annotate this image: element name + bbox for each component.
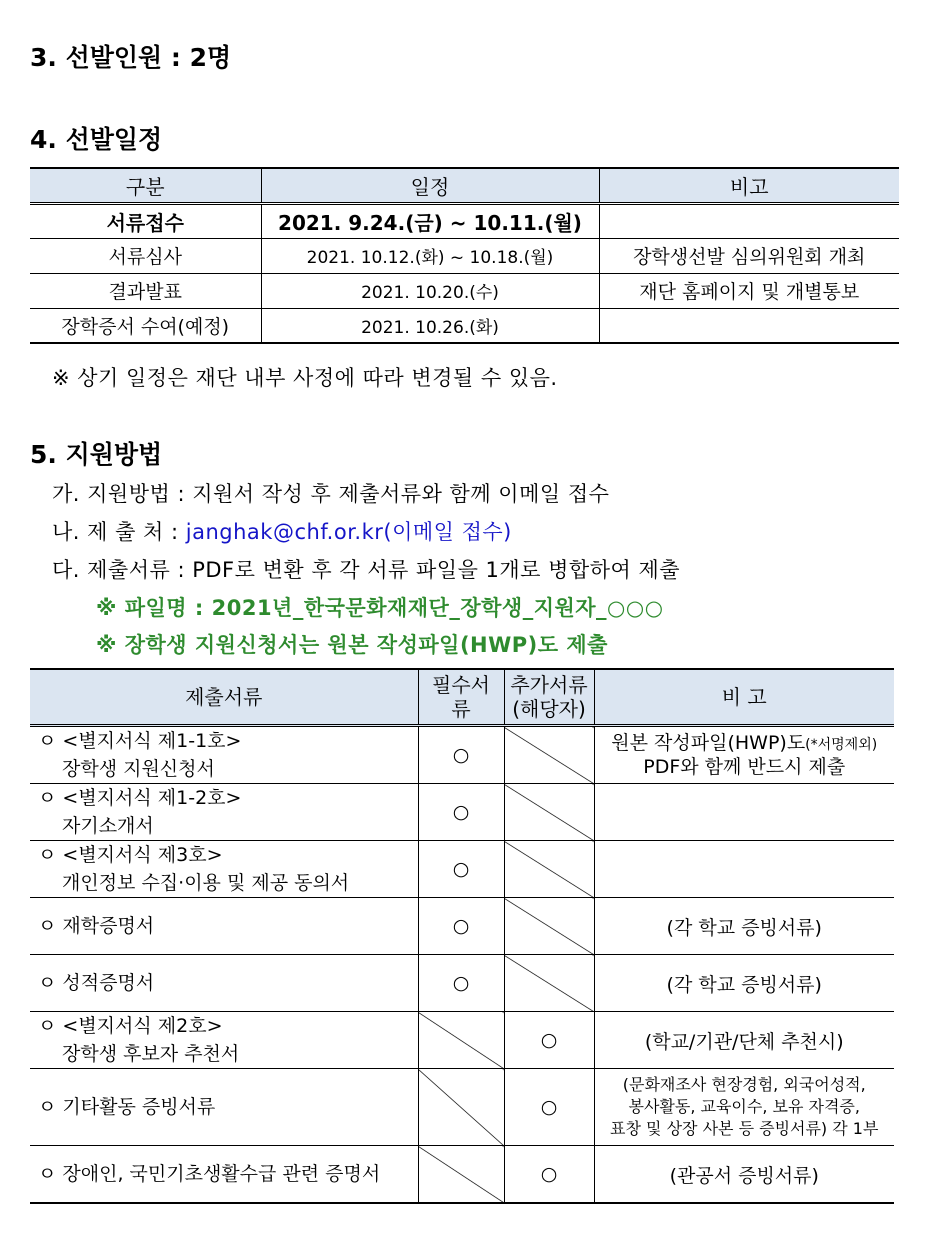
- filename-note: ※ 파일명 : 2021년_한국문화재재단_장학생_지원자_○○○: [96, 596, 664, 620]
- doc-cell: ㅇ 기타활동 증빙서류: [30, 1069, 418, 1146]
- note-cell: [594, 784, 894, 841]
- required-mark: ○: [418, 841, 504, 898]
- note-cell: (각 학교 증빙서류): [594, 955, 894, 1012]
- note-line: (문화재조사 현장경험, 외국어성적,: [622, 1075, 866, 1094]
- additional-mark: ○: [504, 1012, 594, 1069]
- col-header: 구분: [30, 168, 261, 203]
- table-row: [30, 203, 899, 238]
- slash-cell: [418, 1146, 504, 1204]
- doc-line: 장학생 지원신청서: [62, 758, 215, 780]
- slash-cell: [504, 841, 594, 898]
- table-row: [30, 308, 899, 343]
- table-cell: 장학증서 수여(예정): [30, 308, 261, 343]
- doc-cell: ㅇ 장애인, 국민기초생활수급 관련 증명서: [30, 1146, 418, 1204]
- email-link[interactable]: janghak@chf.or.kr(이메일 접수): [185, 520, 512, 544]
- table-row: [30, 726, 894, 784]
- note-line: PDF와 함께 반드시 제출: [643, 756, 846, 778]
- note-cell: [594, 726, 894, 784]
- doc-cell: [30, 1012, 418, 1069]
- table-cell: 장학생선발 심의위원회 개최: [599, 238, 899, 273]
- table-cell: 2021. 10.12.(화) ~ 10.18.(월): [261, 238, 599, 273]
- table-cell: 재단 홈페이지 및 개별통보: [599, 273, 899, 308]
- col-header-line: (해당자): [512, 697, 586, 721]
- note-line: 봉사활동, 교육이수, 보유 자격증,: [628, 1097, 860, 1116]
- doc-cell: ㅇ 성적증명서: [30, 955, 418, 1012]
- col-header: 비고: [599, 168, 899, 203]
- col-header-note: 비 고: [594, 669, 894, 726]
- slash-cell: [418, 1069, 504, 1146]
- documents-table: [30, 668, 894, 1204]
- table-row: [30, 238, 899, 273]
- section-4-title: 4. 선발일정: [30, 125, 163, 154]
- doc-cell: [30, 784, 418, 841]
- table-cell: [599, 308, 899, 343]
- method-line-da: 다. 제출서류 : PDF로 변환 후 각 서류 파일을 1개로 병합하여 제출: [52, 558, 681, 582]
- section-5-title: 5. 지원방법: [30, 440, 163, 469]
- doc-cell: ㅇ 재학증명서: [30, 898, 418, 955]
- note-text: 원본 작성파일(HWP)도: [611, 732, 806, 754]
- col-header: 일정: [261, 168, 599, 203]
- note-small: (*서명제외): [805, 737, 878, 753]
- table-row: [30, 784, 894, 841]
- method-label: 나. 제 출 처 :: [52, 520, 186, 544]
- doc-cell: [30, 726, 418, 784]
- table-header-row: [30, 168, 899, 203]
- table-cell: [599, 203, 899, 238]
- doc-cell: [30, 841, 418, 898]
- table-row: [30, 898, 894, 955]
- col-header-additional: [504, 669, 594, 726]
- method-line-ga: 가. 지원방법 : 지원서 작성 후 제출서류와 함께 이메일 접수: [52, 482, 610, 506]
- method-line-na: [52, 516, 512, 546]
- col-header-line: 추가서류: [510, 673, 588, 697]
- table-row: [30, 955, 894, 1012]
- schedule-note: ※ 상기 일정은 재단 내부 사정에 따라 변경될 수 있음.: [52, 366, 558, 390]
- slash-cell: [418, 1012, 504, 1069]
- required-mark: ○: [418, 726, 504, 784]
- table-row: [30, 841, 894, 898]
- section-3-title: 3. 선발인원 : 2명: [30, 43, 232, 72]
- doc-line: 자기소개서: [62, 815, 154, 837]
- doc-line: ㅇ <별지서식 제2호>: [38, 1015, 223, 1037]
- schedule-table: [30, 167, 899, 344]
- slash-cell: [504, 898, 594, 955]
- doc-line: ㅇ <별지서식 제1-2호>: [38, 787, 242, 809]
- required-mark: ○: [418, 784, 504, 841]
- table-cell: 결과발표: [30, 273, 261, 308]
- additional-mark: ○: [504, 1146, 594, 1204]
- col-header-required: 필수서류: [418, 669, 504, 726]
- additional-mark: ○: [504, 1069, 594, 1146]
- slash-cell: [504, 726, 594, 784]
- note-cell: (각 학교 증빙서류): [594, 898, 894, 955]
- required-mark: ○: [418, 955, 504, 1012]
- required-mark: ○: [418, 898, 504, 955]
- table-cell: 서류접수: [30, 203, 261, 238]
- note-cell: (관공서 증빙서류): [594, 1146, 894, 1204]
- table-cell: 2021. 10.20.(수): [261, 273, 599, 308]
- slash-cell: [504, 955, 594, 1012]
- doc-line: ㅇ <별지서식 제1-1호>: [38, 730, 242, 752]
- note-line: 표창 및 상장 사본 등 증빙서류) 각 1부: [610, 1119, 879, 1138]
- note-cell: [594, 1069, 894, 1146]
- doc-line: 장학생 후보자 추천서: [62, 1043, 240, 1065]
- col-header-docs: 제출서류: [30, 669, 418, 726]
- table-cell: 2021. 9.24.(금) ~ 10.11.(월): [261, 203, 599, 238]
- table-cell: 서류심사: [30, 238, 261, 273]
- table-row: [30, 273, 899, 308]
- table-cell: 2021. 10.26.(화): [261, 308, 599, 343]
- doc-line: ㅇ <별지서식 제3호>: [38, 844, 223, 866]
- table-row: [30, 1069, 894, 1146]
- table-header-row: [30, 669, 894, 726]
- note-cell: (학교/기관/단체 추천시): [594, 1012, 894, 1069]
- doc-line: 개인정보 수집·이용 및 제공 동의서: [62, 872, 350, 894]
- table-row: [30, 1012, 894, 1069]
- slash-cell: [504, 784, 594, 841]
- hwp-note: ※ 장학생 지원신청서는 원본 작성파일(HWP)도 제출: [96, 633, 608, 657]
- table-row: [30, 1146, 894, 1204]
- note-line: [599, 732, 891, 756]
- note-cell: [594, 841, 894, 898]
